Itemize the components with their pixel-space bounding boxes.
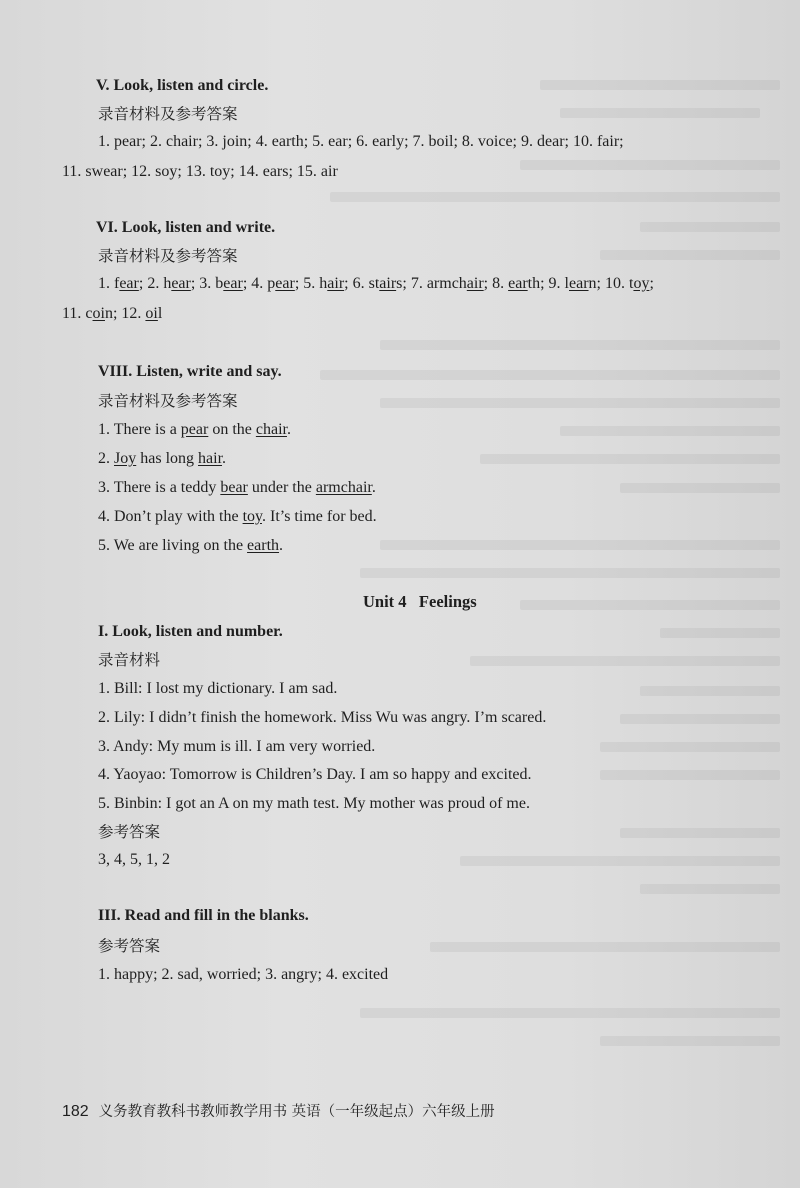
underlined-letters: ear xyxy=(569,275,589,292)
section-v-answer-line-1: 1. pear; 2. chair; 3. join; 4. earth; 5. ear; 6. early; 7. boil; 8. voice; 9. dear; 10. fair; xyxy=(98,133,624,150)
underlined-word: hair xyxy=(198,450,223,467)
underlined-letters: oy xyxy=(633,275,650,292)
section-iii-title: III. Read and fill in the blanks. xyxy=(98,907,309,924)
section-i-answer-label: 参考答案 xyxy=(98,823,161,841)
underlined-word: Joy xyxy=(114,450,137,467)
section-vi-answer-line-2: 11. coin; 12. oil xyxy=(62,305,163,322)
section-i-item-2: 2. Lily: I didn’t finish the homework. Miss Wu was angry. I’m scared. xyxy=(98,709,547,726)
section-vi-subtitle: 录音材料及参考答案 xyxy=(98,247,238,265)
section-v-answer-line-2: 11. swear; 12. soy; 13. toy; 14. ears; 15. air xyxy=(62,163,338,180)
underlined-letters: oi xyxy=(145,305,158,322)
underlined-word: bear xyxy=(220,479,248,496)
section-i-item-4: 4. Yaoyao: Tomorrow is Children’s Day. I am so happy and excited. xyxy=(98,766,532,783)
section-vi-title: VI. Look, listen and write. xyxy=(96,219,276,236)
section-i-item-5: 5. Binbin: I got an A on my math test. My mother was proud of me. xyxy=(98,795,530,812)
book-title: 义务教育教科书教师教学用书 英语（一年级起点）六年级上册 xyxy=(98,1104,495,1120)
section-i-title: I. Look, listen and number. xyxy=(98,623,283,640)
underlined-letters: ear xyxy=(275,275,295,292)
section-viii-sentence-1: 1. There is a pear on the chair. xyxy=(98,421,291,438)
section-i-item-1: 1. Bill: I lost my dictionary. I am sad. xyxy=(98,680,338,697)
section-iii-answer: 1. happy; 2. sad, worried; 3. angry; 4. excited xyxy=(98,966,389,983)
section-viii-subtitle: 录音材料及参考答案 xyxy=(98,392,238,410)
section-viii-sentence-3: 3. There is a teddy bear under the armchair. xyxy=(98,479,376,496)
underlined-letters: ear xyxy=(171,275,191,292)
underlined-word: armchair xyxy=(315,479,372,496)
unit-title: Unit 4 Feelings xyxy=(363,592,477,611)
underlined-word: toy xyxy=(242,508,262,525)
page-number: 182 xyxy=(62,1103,89,1120)
section-iii-answer-label: 参考答案 xyxy=(98,937,161,955)
section-v-title: V. Look, listen and circle. xyxy=(96,77,269,94)
underlined-letters: ear xyxy=(223,275,243,292)
underlined-word: pear xyxy=(180,421,209,438)
underlined-letters: ear xyxy=(119,275,139,292)
underlined-letters: ear xyxy=(508,275,528,292)
section-viii-sentence-5: 5. We are living on the earth. xyxy=(98,537,284,554)
section-viii-title: VIII. Listen, write and say. xyxy=(98,363,282,380)
section-vi-answer-line-1: 1. fear; 2. hear; 3. bear; 4. pear; 5. hair; 6. stairs; 7. armchair; 8. earth; 9. learn; 10. toy; xyxy=(98,275,654,292)
section-viii-sentence-2: 2. Joy has long hair. xyxy=(98,450,227,467)
section-i-subtitle: 录音材料 xyxy=(98,651,161,669)
section-i-answer: 3, 4, 5, 1, 2 xyxy=(98,851,170,868)
underlined-letters: air xyxy=(327,275,345,292)
underlined-letters: air xyxy=(379,275,397,292)
section-i-item-3: 3. Andy: My mum is ill. I am very worried. xyxy=(98,738,376,755)
section-v-subtitle: 录音材料及参考答案 xyxy=(98,105,238,123)
underlined-word: earth xyxy=(247,537,280,554)
underlined-letters: oi xyxy=(92,305,105,322)
page-footer xyxy=(62,1100,495,1121)
underlined-word: chair xyxy=(255,421,287,438)
section-viii-sentence-4: 4. Don’t play with the toy. It’s time for bed. xyxy=(98,508,377,525)
underlined-letters: air xyxy=(466,275,484,292)
